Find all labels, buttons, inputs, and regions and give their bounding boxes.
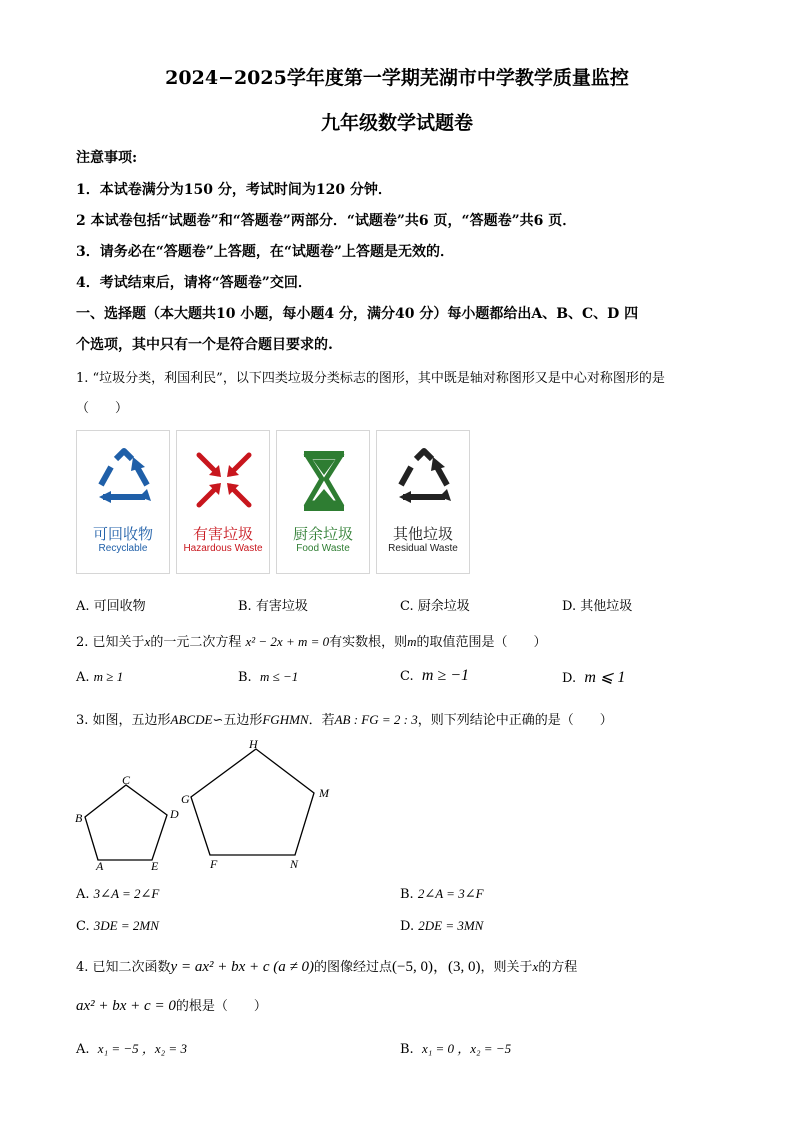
q3-option-a: [76, 886, 159, 902]
card-label-en: Food Waste: [296, 543, 350, 554]
option-expr: 2DE = 3MN: [418, 918, 484, 933]
hazard-arrows-icon: [189, 445, 259, 515]
q3-option-d: [400, 918, 483, 934]
vertex-label-b: B: [75, 811, 83, 825]
q2-var-x: x: [144, 634, 151, 649]
q3-shape2: FGHMN: [262, 712, 309, 727]
q2-option-a: [76, 669, 123, 685]
exam-title: 2024−2025学年度第一学期芜湖市中学教学质量监控: [165, 67, 629, 89]
option-expr: 3DE = 2MN: [93, 918, 159, 933]
q4-function: y = ax² + bx + c (a ≠ 0): [170, 959, 315, 975]
q2-stem-b: 的一元二次方程: [150, 635, 242, 650]
vertex-label-a: A: [96, 859, 104, 873]
option-label: B.: [238, 670, 252, 685]
q1-option-c: C. 厨余垃圾: [400, 599, 470, 614]
option-expr: x₁ = 0 ，x₂ = −5: [421, 1041, 512, 1056]
notice-heading: 注意事项:: [76, 150, 138, 166]
q4-stem-cont: [76, 995, 267, 1015]
q2-stem-c: 有实数根，则: [329, 635, 408, 650]
option-label: B.: [400, 887, 414, 902]
residual-recycle-icon: [389, 445, 459, 515]
q4-stem: [76, 955, 577, 976]
exam-subtitle: 九年级数学试题卷: [320, 112, 473, 134]
option-label: C.: [400, 669, 414, 684]
notice-item-3: 3．请务必在“答题卷”上答题，在“试题卷”上答题是无效的．: [76, 244, 454, 260]
section-heading-cont: 个选项，其中只有一个是符合题目要求的.: [76, 337, 333, 353]
q4-var-x: x: [532, 959, 539, 974]
q2-var-m: m: [407, 634, 417, 649]
option-label: D.: [562, 671, 577, 686]
vertex-label-d: D: [170, 807, 179, 821]
q2-stem-d: 的取值范围是（ ）: [416, 635, 547, 650]
option-expr: 3∠A = 2∠F: [93, 886, 160, 901]
pentagon-fghmn: [191, 749, 314, 855]
q3-ratio: AB : FG = 2 : 3: [334, 712, 418, 727]
card-label-cn: 有害垃圾: [192, 525, 253, 543]
notice-item-2: 2 本试卷包括“试题卷”和“答题卷”两部分．“试题卷”共6 页，“答题卷”共6 页．: [76, 213, 577, 229]
option-label: A.: [76, 1042, 90, 1057]
food-waste-hourglass-icon: [289, 445, 359, 515]
waste-card-hazardous: [176, 430, 270, 574]
card-label-en: Hazardous Waste: [183, 543, 263, 554]
vertex-label-n: N: [290, 857, 299, 871]
waste-card-food: [276, 430, 370, 574]
option-label: B.: [400, 1042, 414, 1057]
q1-option-a: A. 可回收物: [76, 599, 146, 614]
q3-stem-c: ．若: [308, 713, 335, 728]
q1-stem: 1. “垃圾分类，利国利民”，以下四类垃圾分类标志的图形，其中既是轴对称图形又是中心对称图形的是: [76, 371, 665, 386]
pentagon-figure: [70, 735, 350, 875]
q4-stem-a: 4. 已知二次函数: [76, 960, 171, 975]
q1-option-d: D. 其他垃圾: [562, 599, 633, 614]
q1-stem-paren: （ ）: [76, 401, 129, 416]
vertex-label-f: F: [210, 857, 218, 871]
vertex-label-e: E: [151, 859, 159, 873]
card-label-cn: 其他垃圾: [392, 525, 453, 543]
waste-card-residual: [376, 430, 470, 574]
vertex-label-g: G: [181, 792, 190, 806]
option-label: A.: [76, 887, 90, 902]
vertex-label-c: C: [122, 773, 131, 787]
q2-stem: [76, 631, 547, 650]
q1-option-b: B. 有害垃圾: [238, 599, 308, 614]
q4-stem-d: 的方程: [538, 960, 578, 975]
vertex-label-h: H: [249, 737, 258, 751]
option-label: A.: [76, 670, 90, 685]
card-label-cn: 厨余垃圾: [292, 525, 353, 543]
card-label-cn: 可回收物: [92, 525, 153, 543]
q2-option-b: [238, 669, 298, 685]
q3-stem: [76, 709, 613, 728]
recycle-icon: [89, 445, 159, 515]
q3-option-b: [400, 886, 484, 902]
option-label: D.: [400, 919, 415, 934]
q4-option-b: [400, 1038, 511, 1057]
q4-stem-c: ，则关于: [480, 960, 533, 975]
notice-item-1: 1．本试卷满分为150 分，考试时间为120 分钟．: [76, 182, 392, 198]
q4-points: (−5, 0)，(3, 0): [392, 959, 481, 975]
vertex-label-m: M: [319, 786, 329, 800]
option-expr: x₁ = −5 ，x₂ = 3: [97, 1041, 187, 1056]
card-label-en: Residual Waste: [388, 543, 458, 554]
q2-stem-a: 2. 已知关于: [76, 635, 145, 650]
q3-option-c: [76, 918, 159, 934]
q3-stem-d: ，则下列结论中正确的是（ ）: [417, 713, 613, 728]
card-label-en: Recyclable: [98, 543, 148, 554]
q4-stem-b: 的图像经过点: [314, 960, 393, 975]
option-expr: 2∠A = 3∠F: [417, 886, 484, 901]
waste-card-recyclable: [76, 430, 170, 574]
q3-sim: ∽: [212, 713, 224, 728]
q4-option-a: [76, 1038, 187, 1057]
q4-stem-e: 的根是（ ）: [175, 999, 267, 1014]
pentagon-abcde: [85, 785, 167, 860]
notice-item-4: 4．考试结束后，请将“答题卷”交回．: [76, 275, 312, 291]
q3-stem-a: 3. 如图，五边形: [76, 713, 171, 728]
q3-shape1: ABCDE: [170, 712, 213, 727]
option-label: C.: [76, 919, 90, 934]
option-expr: m ≤ −1: [259, 669, 299, 684]
option-expr: m ⩽ 1: [584, 669, 626, 686]
q2-equation: x² − 2x + m = 0: [245, 634, 330, 649]
section-heading: 一、选择题（本大题共10 小题，每小题4 分，满分40 分）每小题都给出A、B、C、D 四: [76, 306, 639, 322]
option-expr: m ≥ −1: [421, 667, 470, 684]
option-expr: m ≥ 1: [93, 669, 124, 684]
q3-stem-b: 五边形: [223, 713, 263, 728]
q2-option-d: [562, 667, 625, 687]
q2-option-c: [400, 667, 469, 685]
q4-equation: ax² + bx + c = 0: [76, 998, 176, 1014]
